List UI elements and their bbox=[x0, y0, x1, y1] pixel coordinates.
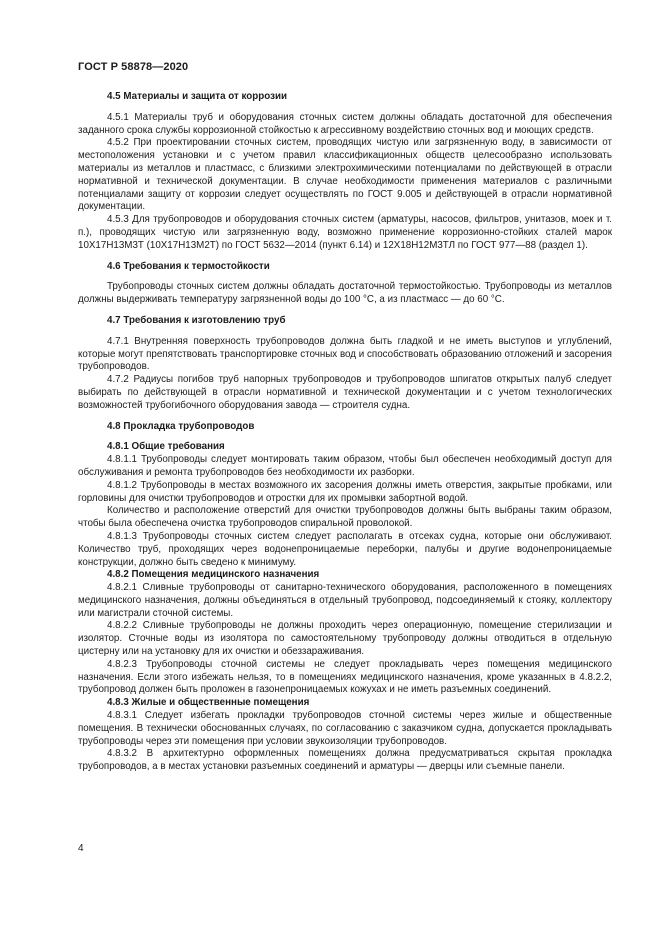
paragraph-4-8-3-2: 4.8.3.2 В архитектурно оформленных помещениях должна предусматриваться скрытая прокладка трубопроводов, а в местах установки разъемных соединений и арматуры — дверцы или съемные панели. bbox=[78, 748, 612, 773]
section-heading-4-7: 4.7 Требования к изготовлению труб bbox=[107, 314, 286, 326]
paragraph-4-7-1: 4.7.1 Внутренняя поверхность трубопроводов должна быть гладкой и не иметь выступов и углублений, которые могут препятствовать транспортировке сточных вод и способствовать образованию отложений и засорения трубопроводов. bbox=[78, 335, 612, 373]
paragraph-4-5-2: 4.5.2 При проектировании сточных систем, проводящих чистую или загрязненную воду, в зависимости от местоположения установки и с учетом правил классификационных обществ целесообразно использовать материалы из металлов и пластмасс, с близкими электрохимическими потенциалами по действующей в отрасли нормативной и технической документации. В случае необходимости применения материалов с различными потенциалами защиту от коррозии следует осуществлять по ГОСТ 9.005 и действующей в отрасли нормативной документации. bbox=[78, 137, 612, 213]
paragraph-4-5-1: 4.5.1 Материалы труб и оборудования сточных систем должны обладать достаточной для обеспечения заданного срока службы коррозионной стойкостью к агрессивному воздействию сточных вод и моющих средств. bbox=[78, 111, 612, 136]
paragraph-4-8-2-1: 4.8.2.1 Сливные трубопроводы от санитарно-технического оборудования, расположенного в помещениях медицинского назначения, должны объединяться в отдельный трубопровод, подсоединяемый к стояку, коллектору или магистрали сточной системы. bbox=[78, 582, 612, 619]
paragraph-4-7-2: 4.7.2 Радиусы погибов труб напорных трубопроводов и трубопроводов шпигатов открытых палуб следует выбирать по действующей в отрасли нормативной и технической документации и с учетом технологических возможностей трубогибочного оборудования завода — строителя судна. bbox=[78, 374, 612, 411]
document-header: ГОСТ Р 58878—2020 bbox=[78, 61, 189, 73]
document-body bbox=[78, 91, 612, 774]
paragraph-4-8-2-2: 4.8.2.2 Сливные трубопроводы не должны проходить через операционную, помещение стерилизации и изолятор. Сточные воды из изолятора по самостоятельному трубопроводу должны отводиться в отдельную цистерну или на установку для их очистки и обеззараживания. bbox=[78, 620, 612, 658]
section-heading-4-8: 4.8 Прокладка трубопроводов bbox=[107, 420, 255, 432]
subsection-heading-4-8-3: 4.8.3 Жилые и общественные помещения bbox=[107, 697, 310, 709]
page-number: 4 bbox=[78, 843, 84, 854]
section-heading-4-6: 4.6 Требования к термостойкости bbox=[107, 260, 270, 272]
paragraph-4-8-2-3: 4.8.2.3 Трубопроводы сточной системы не следует прокладывать через помещения медицинского назначения. Если этого избежать нельзя, то в помещениях медицинского назначения, кроме указанных в 4.8.2.2, трубопровод должен быть проложен в газонепроницаемых кожухах и не иметь разъемных соединений. bbox=[78, 658, 612, 696]
paragraph-4-8-1-3: 4.8.1.3 Трубопроводы сточных систем следует располагать в отсеках судна, которые они обслуживают. Количество труб, проходящих через водонепроницаемые переборки, палубы и другие водонепроницаемые конструкции, должно быть сведено к минимуму. bbox=[78, 530, 612, 568]
subsection-heading-4-8-2: 4.8.2 Помещения медицинского назначения bbox=[107, 569, 320, 581]
paragraph-4-8-1-2-continued: Количество и расположение отверстий для очистки трубопроводов должны быть выбраны таким образом, чтобы была обеспечена очистка трубопроводов спиральной проволокой. bbox=[78, 505, 612, 530]
paragraph-4-8-1-2: 4.8.1.2 Трубопроводы в местах возможного их засорения должны иметь отверстия, закрытые пробками, или горловины для очистки трубопроводов и отростки для их промывки забортной водой. bbox=[78, 479, 612, 504]
paragraph-4-8-3-1: 4.8.3.1 Следует избегать прокладки трубопроводов сточной системы через жилые и общественные помещения. В технически обоснованных случаях, по согласованию с заказчиком судна, допускается прокладывать трубопроводы через эти помещения при условии звукоизоляции трубопроводов. bbox=[78, 710, 612, 747]
paragraph-4-8-1-1: 4.8.1.1 Трубопроводы следует монтировать таким образом, чтобы был обеспечен необходимый доступ для обслуживания и ремонта трубопроводов без необходимости их разборки. bbox=[78, 454, 612, 478]
section-heading-4-5: 4.5 Материалы и защита от коррозии bbox=[107, 91, 288, 102]
paragraph-4-6: Трубопроводы сточных систем должны обладать достаточной термостойкостью. Трубопроводы из металлов должны выдерживать температуру загрязненной воды до 100 °С, а из пластмасс — до 60 °С. bbox=[78, 281, 612, 306]
subsection-heading-4-8-1: 4.8.1 Общие требования bbox=[107, 441, 225, 453]
paragraph-4-5-3: 4.5.3 Для трубопроводов и оборудования сточных систем (арматуры, насосов, фильтров, унитазов, моек и т. п.), проводящих чистую или загрязненную воду, возможно применение коррозионно-стойких сталей марок 10Х17Н13М3Т (10Х17Н13М2Т) по ГОСТ 5632—2014 (пункт 6.14) и 12Х18Н12М3ТЛ по ГОСТ 977—88 (раздел 1). bbox=[78, 214, 612, 251]
